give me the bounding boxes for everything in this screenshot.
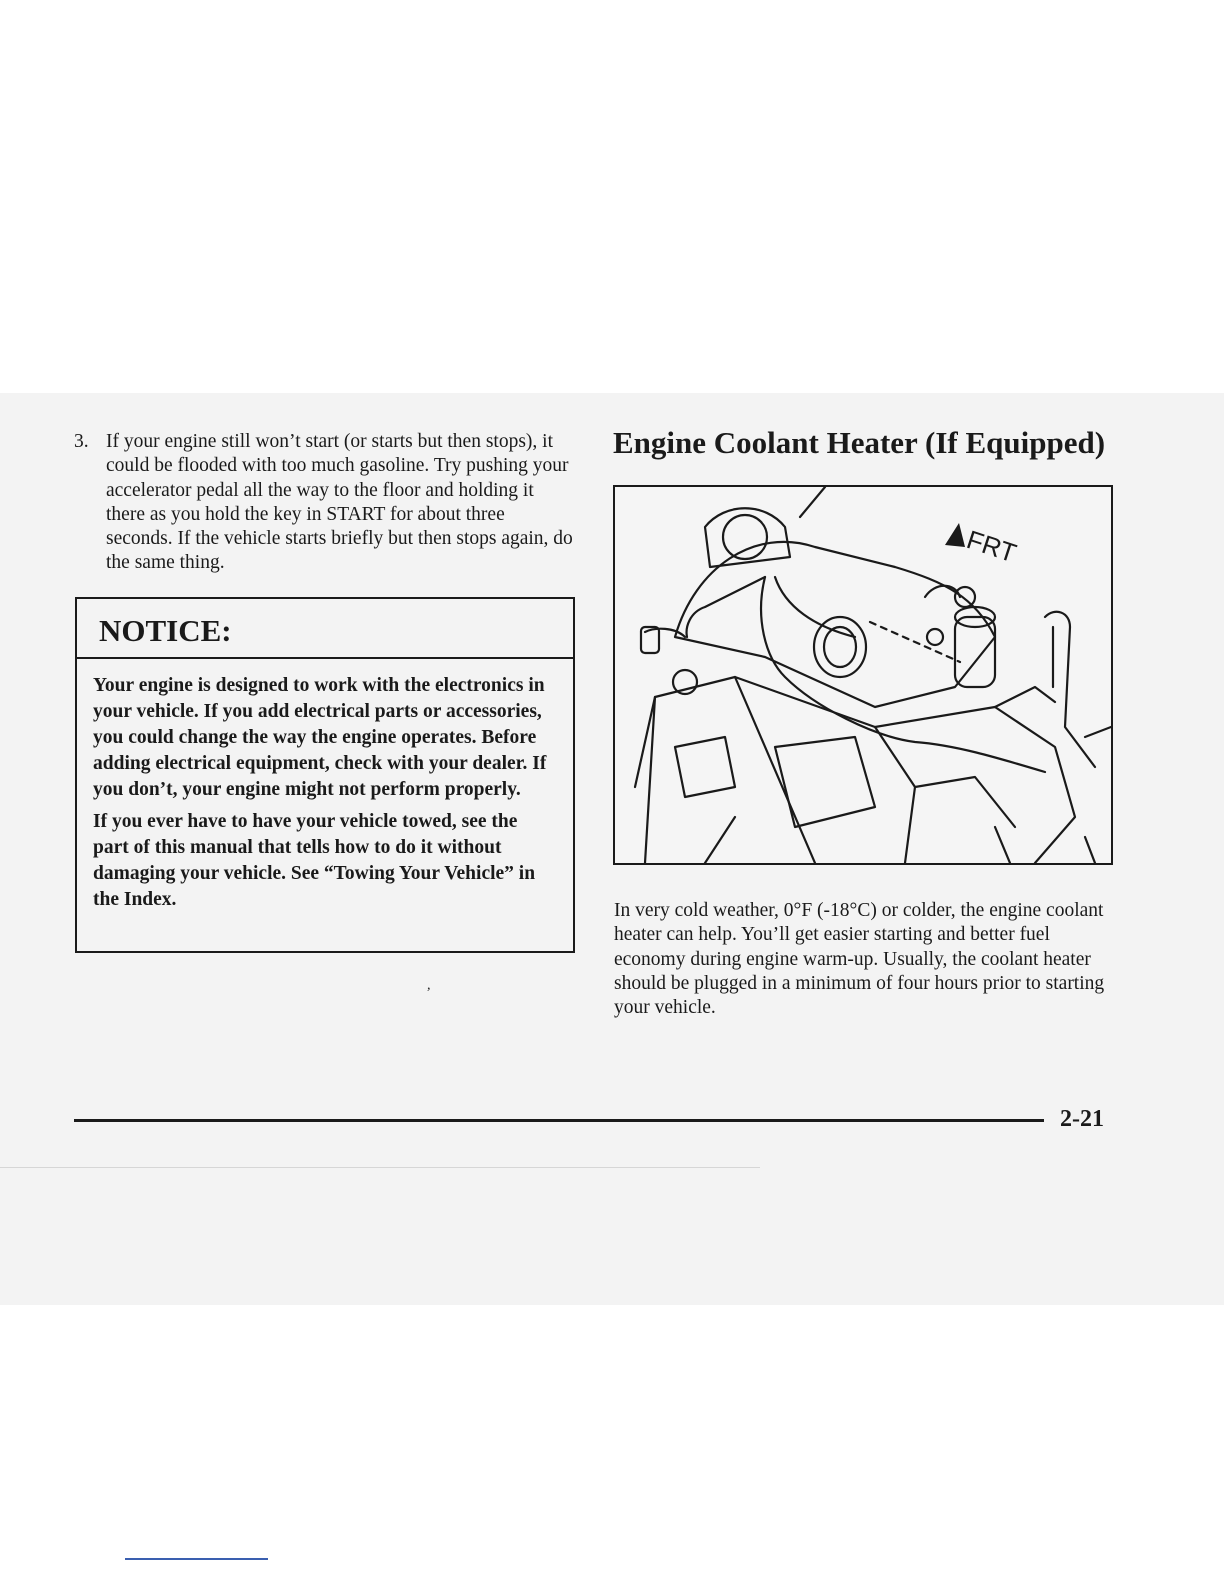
notice-box [75, 597, 575, 953]
page-number: 2-21 [1060, 1106, 1104, 1132]
faint-divider [0, 1167, 760, 1168]
bottom-accent-line [125, 1558, 268, 1560]
engine-illustration [613, 485, 1113, 865]
step-number: 3. [74, 431, 89, 452]
figure-label: FRT [963, 524, 1021, 569]
step-text: If your engine still won’t start (or starts but then stops), it could be flooded with too much gasoline. Try pushing your accelerator pedal all the way to the floor and holding it there as you hold the key in START for about three seconds. If the vehicle starts briefly but then stops again, do the same thing. [106, 431, 573, 574]
notice-title: NOTICE: [77, 599, 573, 659]
notice-paragraph-2: If you ever have to have your vehicle towed, see the part of this manual that tells how to do it without damaging your vehicle. See “Towing Your Vehicle” in the Index. [93, 811, 536, 910]
footer-rule [74, 1119, 1044, 1122]
section-title: Engine Coolant Heater (If Equipped) [613, 425, 1106, 460]
notice-body [77, 659, 573, 913]
front-arrow-icon [945, 523, 965, 547]
stray-mark: , [427, 978, 431, 993]
engine-drawing [615, 487, 1111, 863]
section-paragraph: In very cold weather, 0°F (-18°C) or colder, the engine coolant heater can help. You’ll get easier starting and better fuel economy during engine warm-up. Usually, the coolant heater should be plugged in a minimum of four hours prior to starting your vehicle. [614, 900, 1105, 1019]
notice-paragraph-1: Your engine is designed to work with the electronics in your vehicle. If you add electrical parts or accessories, you could change the way the engine operates. Before adding electrical equipment, check with your dealer. If you don’t, your engine might not perform properly. [93, 675, 547, 800]
step-3 [74, 430, 574, 576]
